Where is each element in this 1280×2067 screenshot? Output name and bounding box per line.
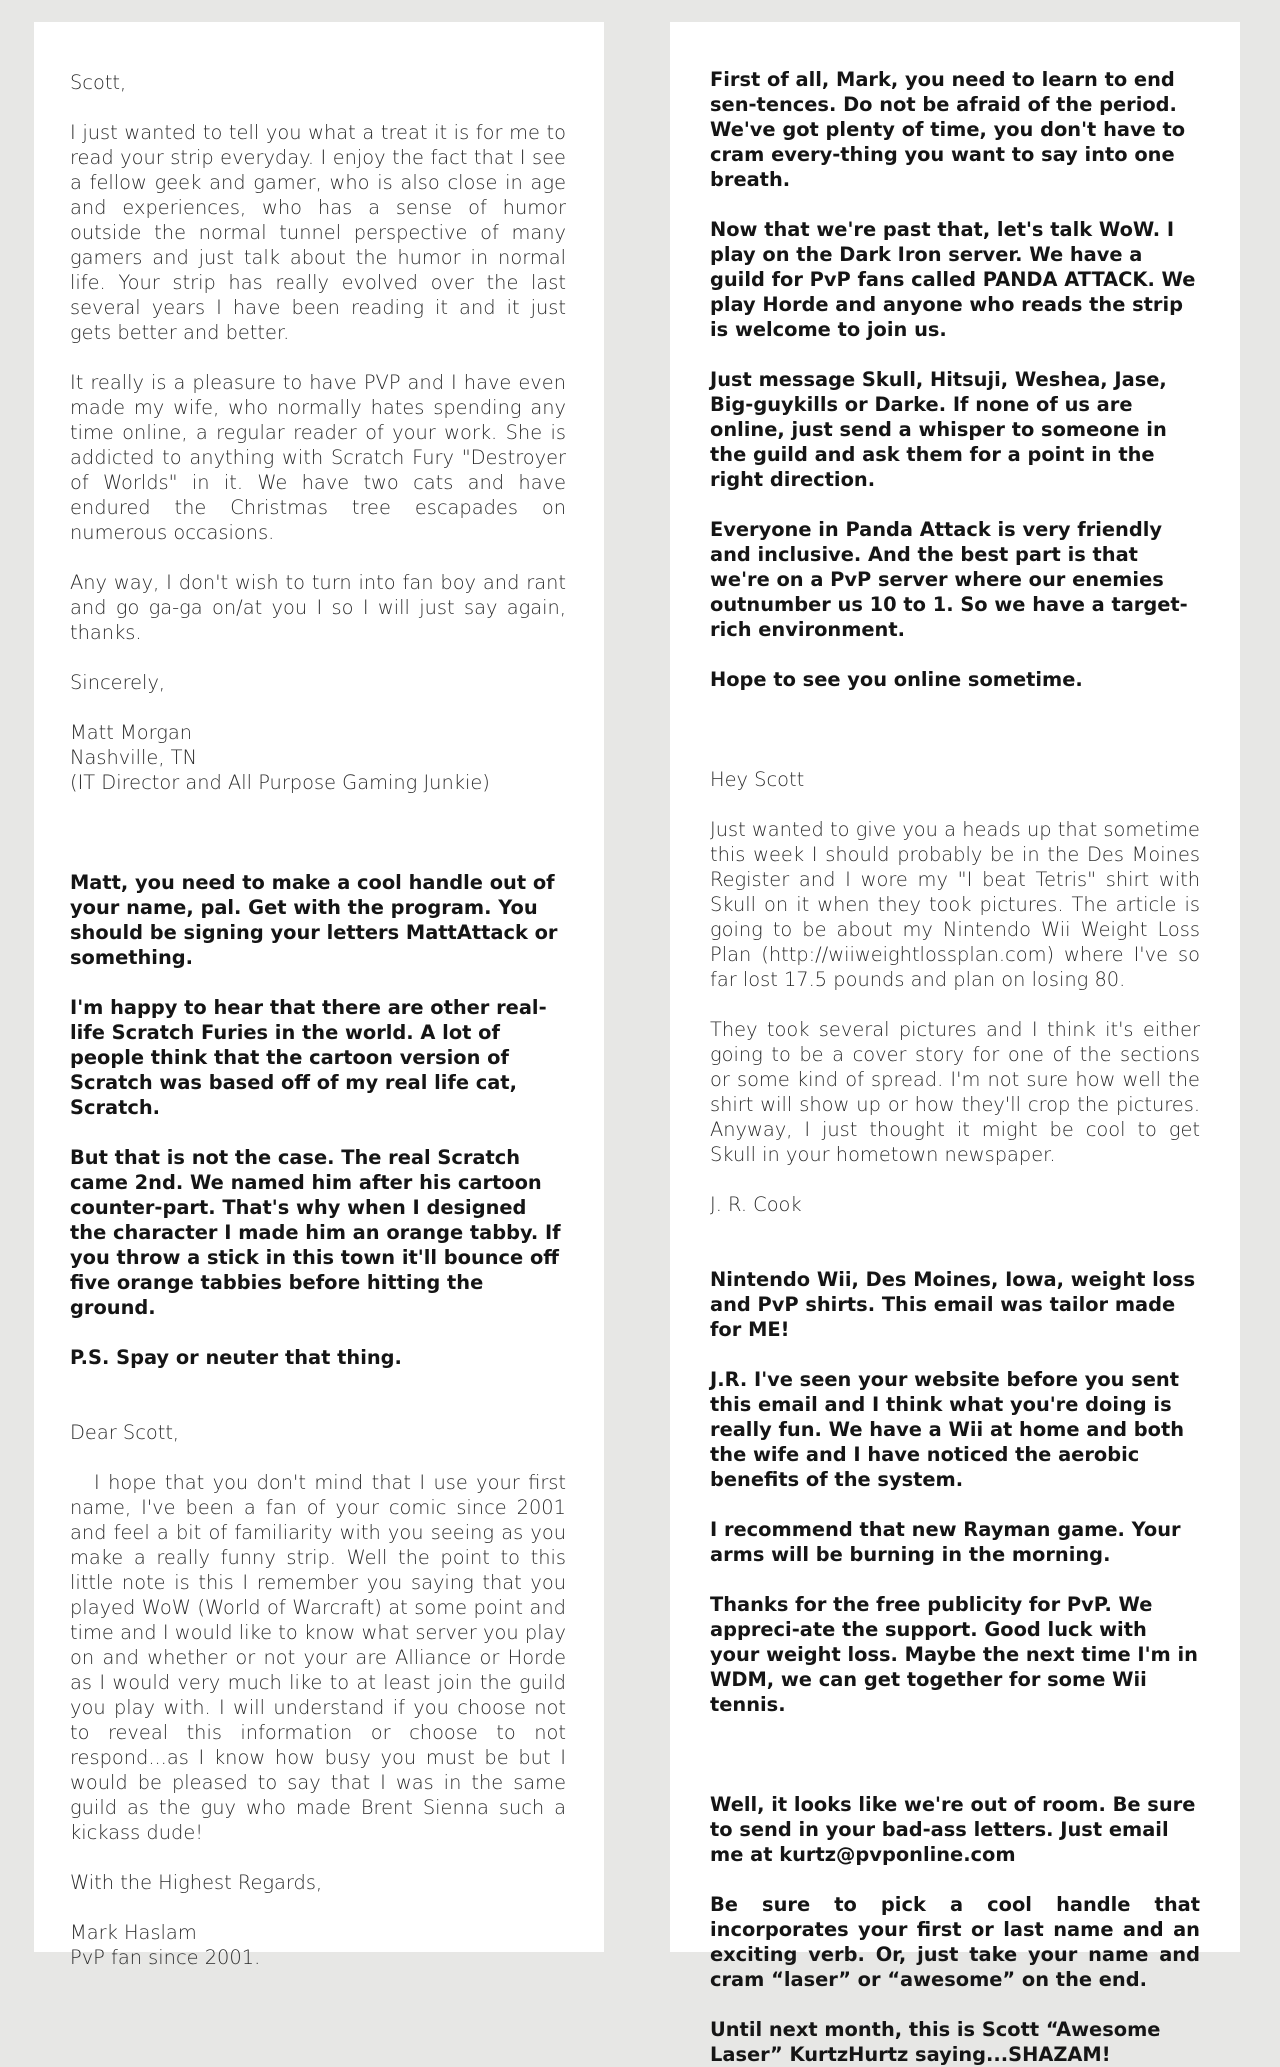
letter1-salutation: Scott, — [70, 71, 127, 94]
reply1-paragraph: But that is not the case. The real Scratch came 2nd. We named him after his cartoon counter-part. That's why when I designed the character I made him an orange tabby. If you throw a stick in this town it'll bounce off five orange tabbies before hitting the ground. — [70, 1146, 561, 1319]
reply3-paragraph: Nintendo Wii, Des Moines, Iowa, weight loss and PvP shirts. This email was tailor made for ME! — [710, 1268, 1196, 1341]
right-column — [670, 22, 1240, 2066]
reply3-paragraph: J.R. I've seen your website before you sent this email and I think what you're doing is really fun. We have a Wii at home and both the wife and I have noticed the aerobic benefits of the system. — [710, 1368, 1185, 1491]
letter2-salutation: Dear Scott, — [70, 1421, 180, 1444]
reply2-paragraph: Now that we're past that, let's talk WoW. I play on the Dark Iron server. We have a guild for PvP fans called PANDA ATTACK. We play Horde and anyone who reads the strip is welcome to join us. — [710, 218, 1196, 341]
reply2-paragraph: First of all, Mark, you need to learn to end sen-tences. Do not be afraid of the period. We've got plenty of time, you don't have to cram every-thing you want to say into one breath. — [710, 68, 1186, 191]
letter1-signature-name: Matt Morgan — [70, 721, 193, 744]
letter1-paragraph: I just wanted to tell you what a treat it is for me to read your strip everyday. I enjoy the fact that I see a fellow geek and gamer, who is also close in age and experiences, who has a sense of humor outside the normal tunnel perspective of many gamers and just talk about the humor in normal life. Your strip has really evolved over the last several years I have been reading it and it just gets better and better. — [70, 121, 566, 344]
letter1-closing: Sincerely, — [70, 671, 166, 694]
letter3-paragraph: Just wanted to give you a heads up that sometime this week I should probably be in the Des Moines Register and I wore my "I beat Tetris" shirt with Skull on it when they took pictures. The article is going to be about my Nintendo Wii Weight Loss Plan (http://wiiweightlossplan.com) where I've so far lost 17.5 pounds and plan on losing 80. — [710, 818, 1200, 991]
reply2-paragraph: Just message Skull, Hitsuji, Weshea, Jase, Big-guykills or Darke. If none of us are online, just send a whisper to someone in the guild and ask them for a point in the right direction. — [710, 368, 1167, 491]
letter2-signature-name: Mark Haslam — [70, 1921, 197, 1944]
letter2-signature-note: PvP fan since 2001. — [70, 1946, 261, 1969]
letter3-paragraph: They took several pictures and I think it's either going to be a cover story for one of the sections or some kind of spread. I'm not sure how well the shirt will show up or how they'll crop the pictures. Anyway, I just thought it might be cool to get Skull in your hometown newspaper. — [710, 1018, 1200, 1166]
letter1-paragraph: It really is a pleasure to have PVP and I have even made my wife, who normally hates spending any time online, a regular reader of your work. She is addicted to anything with Scratch Fury "Destroyer of Worlds" in it. We have two cats and have endured the Christmas tree escapades on numerous occasions. — [70, 371, 566, 544]
reply3-paragraph: Thanks for the free publicity for PvP. We appreci-ate the support. Good luck with your weight loss. Maybe the next time I'm in WDM, we can get together for some Wii tennis. — [710, 1593, 1198, 1716]
letter3-signature-name: J. R. Cook — [710, 1193, 802, 1216]
closing-note-signoff: Until next month, this is Scott “Awesome Laser” KurtzHurtz saying...SHAZAM! — [710, 2018, 1161, 2066]
reply2-paragraph: Hope to see you online sometime. — [710, 668, 1083, 691]
reply1-paragraph: Matt, you need to make a cool handle out of your name, pal. Get with the program. You should be signing your letters MattAttack or something. — [70, 871, 558, 969]
reply1-postscript: P.S. Spay or neuter that thing. — [70, 1346, 402, 1369]
letter2-closing: With the Highest Regards, — [70, 1871, 323, 1894]
letter2-paragraph: I hope that you don't mind that I use your first name, I've been a fan of your comic since 2001 and feel a bit of familiarity with you seeing as you make a really funny strip. Well the point to this little note is this I remember you saying that you played WoW (World of Warcraft) at some point and time and I would like to know what server you play on and whether or not your are Alliance or Horde as I would very much like to at least join the guild you play with. I will understand if you choose not to reveal this information or choose to not respond...as I know how busy you must be but I would be pleased to say that I was in the same guild as the guy who made Brent Sienna such a kickass dude! — [70, 1471, 566, 1844]
letter1-signature-location: Nashville, TN — [70, 746, 198, 769]
letter1-signature-title: (IT Director and All Purpose Gaming Junkie) — [70, 771, 490, 794]
letter1-paragraph: Any way, I don't wish to turn into fan boy and rant and go ga-ga on/at you I so I will just say again, thanks. — [70, 571, 566, 644]
reply3-paragraph: I recommend that new Rayman game. Your arms will be burning in the morning. — [710, 1518, 1181, 1566]
closing-note-paragraph: Be sure to pick a cool handle that incorporates your first or last name and an exciting verb. Or, just take your name and cram “laser” or “awesome” on the end. — [710, 1893, 1200, 1991]
reply1-paragraph: I'm happy to hear that there are other real-life Scratch Furies in the world. A lot of people think that the cartoon version of Scratch was based off of my real life cat, Scratch. — [70, 996, 547, 1119]
left-column — [34, 22, 604, 1969]
closing-note-paragraph: Well, it looks like we're out of room. Be sure to send in your bad-ass letters. Just email me at kurtz@pvponline.com — [710, 1793, 1196, 1866]
letter3-salutation: Hey Scott — [710, 768, 805, 791]
reply2-paragraph: Everyone in Panda Attack is very friendly and inclusive. And the best part is that we're on a PvP server where our enemies outnumber us 10 to 1. So we have a target-rich environment. — [710, 518, 1188, 641]
